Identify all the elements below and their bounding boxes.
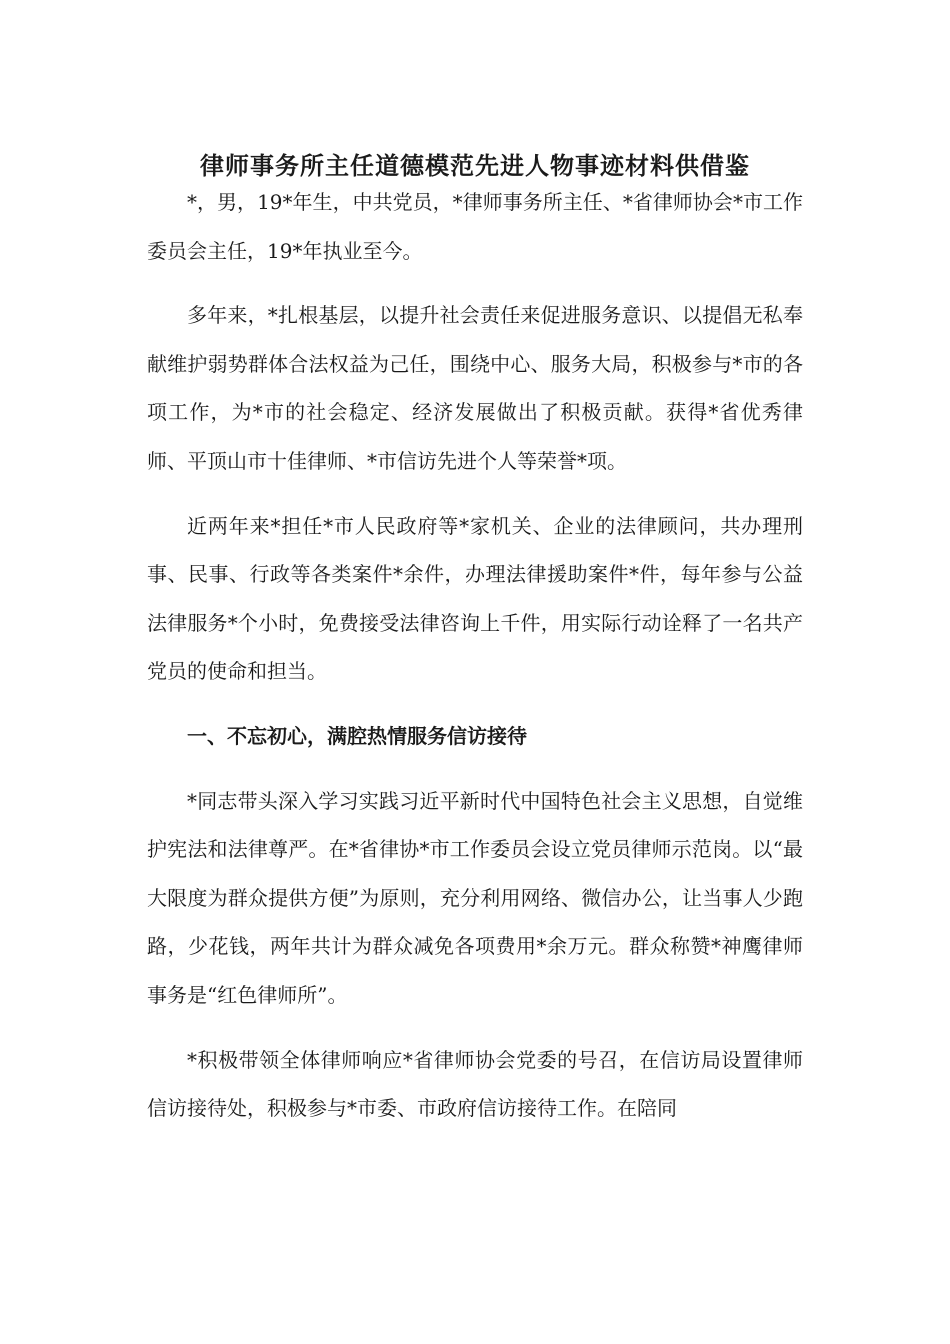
paragraph-section1-study: *同志带头深入学习实践习近平新时代中国特色社会主义思想，自觉维护宪法和法律尊严。在*省律协*市工作委员会设立党员律师示范岗。以“最大限度为群众提供方便”为原则，充分利用网络、微信办公，让当事人少跑路，少花钱，两年共计为群众减免各项费用*余万元。群众称赞*神鹰律师事务是“红色律师所”。	[147, 788, 803, 1007]
paragraph-intro: *，男，19*年生，中共党员，*律师事务所主任、*省律师协会*市工作委员会主任，19*年执业至今。	[147, 190, 803, 263]
paragraph-overview: 多年来，*扎根基层，以提升社会责任来促进服务意识、以提倡无私奉献维护弱势群体合法权益为己任，围绕中心、服务大局，积极参与*市的各项工作，为*市的社会稳定、经济发展做出了积极贡献。获得*省优秀律师、平顶山市十佳律师、*市信访先进个人等荣誉*项。	[147, 303, 803, 473]
document-title: 律师事务所主任道德模范先进人物事迹材料供借鉴	[200, 151, 750, 180]
section-heading-1: 一、不忘初心，满腔热情服务信访接待	[187, 723, 527, 748]
paragraph-recent-work: 近两年来*担任*市人民政府等*家机关、企业的法律顾问，共办理刑事、民事、行政等各类案件*余件，办理法律援助案件*件，每年参与公益法律服务*个小时，免费接受法律咨询上千件，用实际行动诠释了一名共产党员的使命和担当。	[147, 513, 803, 684]
paragraph-section1-petition: *积极带领全体律师响应*省律师协会党委的号召，在信访局设置律师信访接待处，积极参与*市委、市政府信访接待工作。在陪同	[147, 1047, 803, 1121]
document-body	[147, 178, 803, 1149]
